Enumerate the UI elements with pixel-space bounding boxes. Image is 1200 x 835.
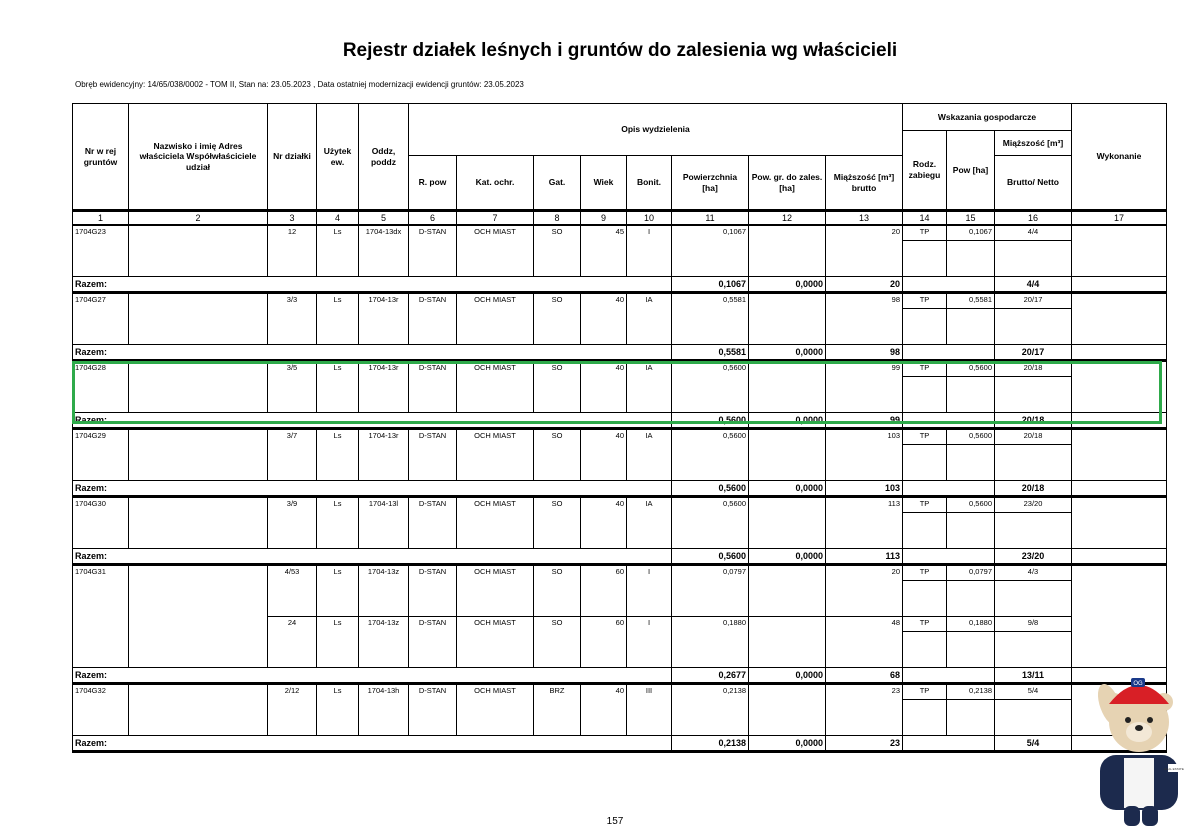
svg-text:OG: OG [1133, 681, 1143, 687]
sum-row: Razem: 0,5600 0,0000 103 20/18 [73, 481, 1167, 497]
sum-row: Razem: 0,2138 0,0000 23 5/4 [73, 736, 1167, 752]
sum-row: Razem: 0,2677 0,0000 68 13/11 [73, 668, 1167, 684]
bear-mascot-icon [1080, 660, 1200, 828]
table-row: 1704G32 2/12 Ls 1704-13h D-STAN OCH MIAST BRZ 40 III 0,2138 23 TP 0,2138 5/4 [73, 684, 1167, 700]
header-division: Oddz, poddz [359, 104, 409, 211]
table-row: 1704G29 3/7 Ls 1704-13r D-STAN OCH MIAST SO 40 IA 0,5600 103 TP 0,5600 20/18 [73, 429, 1167, 445]
header-execution: Wykonanie [1072, 104, 1167, 211]
sum-row: Razem: 0,5600 0,0000 99 20/18 [73, 413, 1167, 429]
sum-row: Razem: 0,1067 0,0000 20 4/4 [73, 277, 1167, 293]
register-subtitle: Obręb ewidencyjny: 14/65/038/0002 - TOM II, Stan na: 23.05.2023 , Data ostatniej modernizacji ewidencji gruntów: 23.05.2023 [75, 80, 524, 89]
header-description: Opis wydzielenia [409, 104, 903, 156]
table-row: 1704G28 3/5 Ls 1704-13r D-STAN OCH MIAST SO 40 IA 0,5600 99 TP 0,5600 20/18 [73, 361, 1167, 377]
header-afforestation-area: Pow. gr. do zales. [ha] [749, 156, 826, 211]
header-gross-volume: Miąższość [m³] brutto [826, 156, 903, 211]
header-volume: Miąższość [m³] [995, 131, 1072, 156]
header-nr: Nr w rej gruntów [73, 104, 129, 211]
svg-text:REAL ESTATE: REAL ESTATE [1164, 767, 1184, 771]
header-protection: Kat. ochr. [457, 156, 534, 211]
register-number: 1704G30 [73, 497, 129, 549]
header-parcel: Nr działki [268, 104, 317, 211]
column-numbers-row: 1 2 3 4 5 6 7 8 9 10 11 12 13 14 15 16 17 [73, 211, 1167, 226]
register-number: 1704G23 [73, 225, 129, 277]
register-number: 1704G32 [73, 684, 129, 736]
sum-row: Razem: 0,5581 0,0000 98 20/17 [73, 345, 1167, 361]
register-number: 1704G29 [73, 429, 129, 481]
table-row: 1704G23 12 Ls 1704-13dx D-STAN OCH MIAST SO 45 I 0,1067 20 TP 0,1067 4/4 [73, 225, 1167, 241]
table-row: 1704G27 3/3 Ls 1704-13r D-STAN OCH MIAST SO 40 IA 0,5581 98 TP 0,5581 20/17 [73, 293, 1167, 309]
table-row: 1704G30 3/9 Ls 1704-13l D-STAN OCH MIAST SO 40 IA 0,5600 113 TP 0,5600 23/20 [73, 497, 1167, 513]
page-number: 157 [606, 816, 624, 827]
header-area-ha: Pow [ha] [947, 131, 995, 211]
table-row: 24 Ls 1704-13z D-STAN OCH MIAST SO 60 I 0,1880 48 TP 0,1880 9/8 [73, 617, 1167, 632]
table-row: 1704G31 4/53 Ls 1704-13z D-STAN OCH MIAST SO 60 I 0,0797 20 TP 0,0797 4/3 [73, 565, 1167, 581]
header-owner: Nazwisko i imię Adres właściciela Współwłaściciele udział [129, 104, 268, 211]
page-title: Rejestr działek leśnych i gruntów do zalesienia wg właścicieli [342, 40, 898, 61]
header-area: Powierzchnia [ha] [672, 156, 749, 211]
header-land-use: Użytek ew. [317, 104, 359, 211]
register-table [72, 103, 1167, 753]
header-r-pow: R. pow [409, 156, 457, 211]
header-age: Wiek [581, 156, 627, 211]
header-gross-net: Brutto/ Netto [995, 156, 1072, 211]
header-indications: Wskazania gospodarcze [903, 104, 1072, 131]
header-bonitation: Bonit. [627, 156, 672, 211]
header-species: Gat. [534, 156, 581, 211]
register-number: 1704G28 [73, 361, 129, 413]
register-number: 1704G27 [73, 293, 129, 345]
sum-row: Razem: 0,5600 0,0000 113 23/20 [73, 549, 1167, 565]
register-number: 1704G31 [73, 565, 129, 668]
header-treatment: Rodz. zabiegu [903, 131, 947, 211]
